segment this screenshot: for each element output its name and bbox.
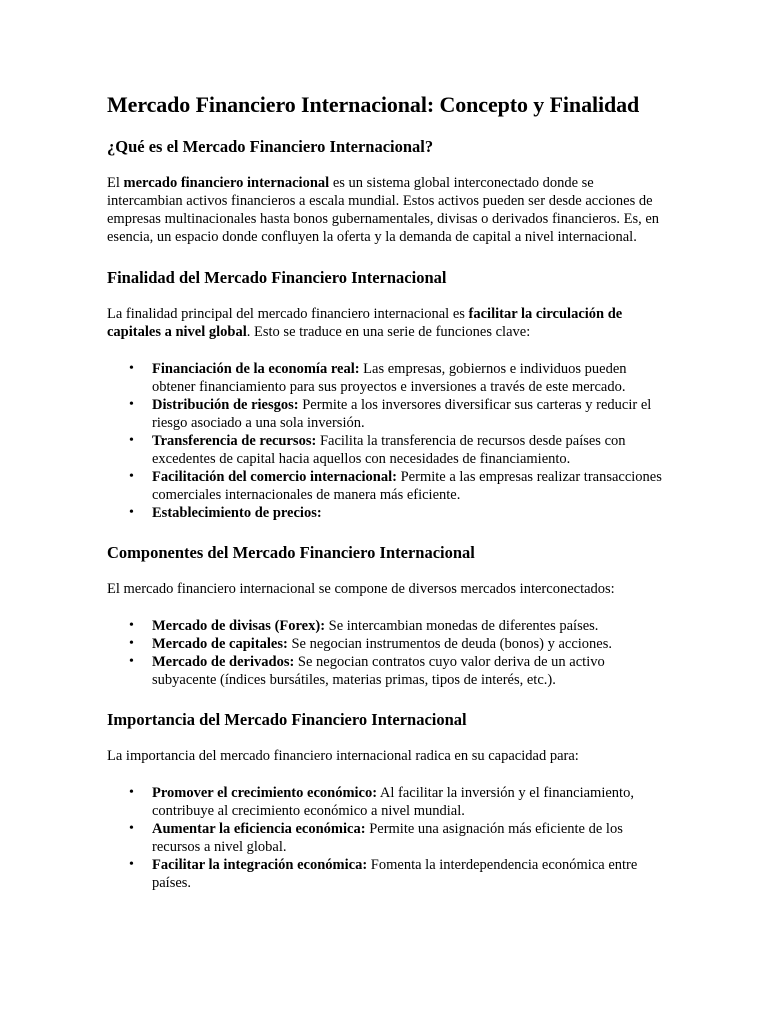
paragraph-text: es un sistema global interconectado donde se intercambian activos financieros a escala mundial. Estos activos pueden ser desde acciones de empresas multinacionales hasta bonos gubernamentales, divisas o derivados financieros. Es, en esencia, un espacio donde confluyen la oferta y la demanda de capital a nivel internacional. <box>107 175 660 245</box>
section-paragraph-finalidad <box>107 305 662 341</box>
paragraph-text: . Esto se traduce en una serie de funciones clave: <box>246 324 531 340</box>
section-heading-importancia: Importancia del Mercado Financiero Internacional <box>107 710 467 729</box>
list-item <box>129 820 662 856</box>
list-item-term: Mercado de derivados: <box>152 654 295 670</box>
section-heading-finalidad: Finalidad del Mercado Financiero Internacional <box>107 268 447 287</box>
bullet-list-finalidad <box>107 360 662 522</box>
section-paragraph-componentes: El mercado financiero internacional se compone de diversos mercados interconectados: <box>107 581 615 597</box>
section-paragraph-importancia: La importancia del mercado financiero internacional radica en su capacidad para: <box>107 748 579 764</box>
bullet-list-componentes <box>107 617 662 689</box>
list-item-term: Promover el crecimiento económico: <box>152 785 378 801</box>
bullet-list-importancia <box>107 784 662 892</box>
bullet-icon: • <box>129 433 134 448</box>
bullet-icon: • <box>129 857 134 872</box>
list-item-text: Al facilitar la inversión y el financiamiento, contribuye al crecimiento económico a nivel mundial. <box>152 785 634 819</box>
list-item <box>129 635 662 653</box>
paragraph-text: La finalidad principal del mercado financiero internacional es <box>107 306 469 322</box>
list-item <box>129 653 662 689</box>
list-item-term: Facilitar la integración económica: <box>152 857 368 873</box>
list-item-text: Permite a las empresas realizar transacciones comerciales internacionales de manera más eficiente. <box>152 469 662 503</box>
list-item <box>129 856 662 892</box>
bullet-icon: • <box>129 654 134 669</box>
list-item-term: Aumentar la eficiencia económica: <box>152 821 366 837</box>
list-item-text: Se intercambian monedas de diferentes países. <box>325 618 599 634</box>
bullet-icon: • <box>129 361 134 376</box>
list-item <box>129 468 662 504</box>
paragraph-bold-text: mercado financiero internacional <box>123 175 330 191</box>
bullet-icon: • <box>129 469 134 484</box>
list-item-term: Transferencia de recursos: <box>152 433 317 449</box>
paragraph-text: El <box>107 175 124 191</box>
list-item <box>129 784 662 820</box>
list-item-text: Las empresas, gobiernos e individuos pueden obtener financiamiento para sus proyectos e inversiones a través de este mercado. <box>152 361 627 395</box>
list-item-text: Permite una asignación más eficiente de los recursos a nivel global. <box>152 821 623 855</box>
bullet-icon: • <box>129 397 134 412</box>
bullet-icon: • <box>129 505 134 520</box>
bullet-icon: • <box>129 618 134 633</box>
list-item-term: Facilitación del comercio internacional: <box>152 469 397 485</box>
list-item-term: Distribución de riesgos: <box>152 397 299 413</box>
list-item-text: Permite a los inversores diversificar sus carteras y reducir el riesgo asociado a una sola inversión. <box>152 397 652 431</box>
bullet-icon: • <box>129 636 134 651</box>
list-item-text: Facilita la transferencia de recursos desde países con excedentes de capital hacia aquellos con necesidades de financiamiento. <box>152 433 626 467</box>
list-item <box>129 504 662 522</box>
list-item-term: Establecimiento de precios: <box>152 505 322 521</box>
list-item-text: Se negocian contratos cuyo valor deriva de un activo subyacente (índices bursátiles, materias primas, tipos de interés, etc.). <box>152 654 605 688</box>
list-item-term: Mercado de divisas (Forex): <box>152 618 326 634</box>
list-item-term: Financiación de la economía real: <box>152 361 360 377</box>
list-item-text: Se negocian instrumentos de deuda (bonos) y acciones. <box>287 636 612 652</box>
list-item <box>129 617 662 635</box>
list-item <box>129 360 662 396</box>
list-item <box>129 432 662 468</box>
document-title: Mercado Financiero Internacional: Concepto y Finalidad <box>107 92 640 117</box>
section-paragraph-que-es <box>107 174 662 246</box>
paragraph-bold-text: facilitar la circulación de capitales a nivel global <box>107 306 623 340</box>
section-heading-que-es: ¿Qué es el Mercado Financiero Internacional? <box>107 137 434 156</box>
list-item-text: Fomenta la interdependencia económica entre países. <box>152 857 638 891</box>
bullet-icon: • <box>129 821 134 836</box>
list-item-term: Mercado de capitales: <box>152 636 288 652</box>
list-item <box>129 396 662 432</box>
bullet-icon: • <box>129 785 134 800</box>
section-heading-componentes: Componentes del Mercado Financiero Internacional <box>107 543 475 562</box>
